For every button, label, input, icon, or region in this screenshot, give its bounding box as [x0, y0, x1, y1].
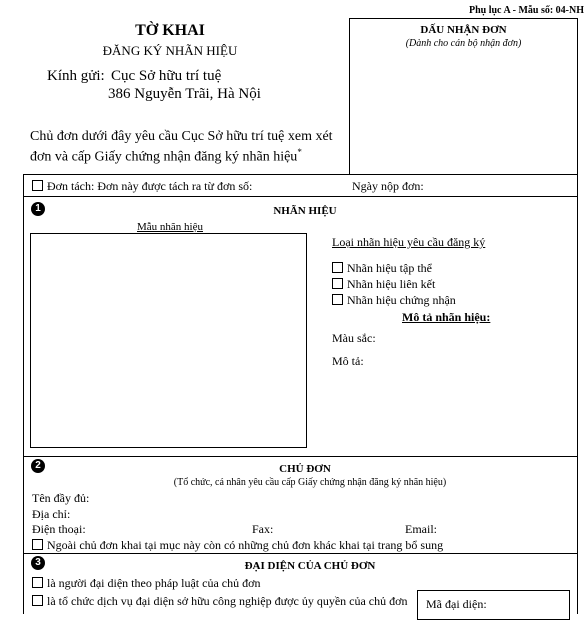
collective-label: Nhãn hiệu tập thể: [347, 261, 432, 275]
frame-right: [577, 18, 578, 614]
addressee-name: Cục Sở hữu trí tuệ: [111, 68, 222, 84]
other-owners-option[interactable]: [32, 538, 443, 553]
representative-agency-option[interactable]: [32, 594, 407, 609]
form-title: TỜ KHAI: [135, 22, 205, 39]
owner-email-label: Email:: [405, 522, 437, 536]
divider-section1: [23, 196, 578, 197]
frame-left: [23, 174, 24, 614]
owner-fax-label: Fax:: [252, 522, 274, 536]
request-line-1: Chủ đơn dưới đây yêu cầu Cục Sở hữu trí tuệ xem xét: [30, 129, 333, 144]
mark-sample-label: Mẫu nhãn hiệu: [137, 221, 203, 233]
mark-type-associated[interactable]: [332, 277, 435, 292]
mark-type-collective[interactable]: [332, 261, 432, 276]
certification-label: Nhãn hiệu chứng nhận: [347, 293, 456, 307]
section2-subtitle: (Tổ chức, cá nhân yêu cầu cấp Giấy chứng nhận đăng ký nhãn hiệu): [173, 477, 447, 488]
receipt-stamp-area[interactable]: [351, 55, 576, 172]
ip-agency-label: là tổ chức dịch vụ đại diện sở hữu công nghiệp được ủy quyền của chủ đơn: [47, 594, 408, 608]
appendix-label: Phụ lục A - Mẫu số: 04-NH: [468, 5, 584, 16]
receipt-subtitle: (Dành cho cán bộ nhận đơn): [405, 38, 522, 49]
split-checkbox[interactable]: [32, 180, 43, 191]
mark-description-heading: Mô tả nhãn hiệu:: [402, 310, 491, 324]
receipt-title: DẤU NHẬN ĐƠN: [420, 24, 507, 36]
certification-checkbox[interactable]: [332, 294, 343, 305]
representative-legal-option[interactable]: [32, 576, 260, 591]
divider-section2: [23, 456, 578, 457]
legal-representative-label: là người đại diện theo pháp luật của chủ đơn: [47, 576, 261, 590]
filing-date-label: Ngày nộp đơn:: [352, 179, 424, 193]
agent-code-label: Mã đại diện:: [426, 597, 487, 611]
legal-representative-checkbox[interactable]: [32, 577, 43, 588]
frame-top: [349, 18, 578, 19]
mark-type-heading: Loại nhãn hiệu yêu cầu đăng ký: [332, 235, 486, 249]
split-label: Đơn tách: Đơn này được tách ra từ đơn số:: [47, 179, 253, 193]
other-owners-checkbox[interactable]: [32, 539, 43, 550]
form-subtitle: ĐĂNG KÝ NHÃN HIỆU: [102, 43, 238, 58]
collective-checkbox[interactable]: [332, 262, 343, 273]
owner-address-label: Địa chỉ:: [32, 507, 71, 521]
request-line-2: [30, 147, 302, 166]
section3-title: ĐẠI DIỆN CỦA CHỦ ĐƠN: [244, 560, 376, 572]
section2-title: CHỦ ĐƠN: [279, 463, 331, 475]
section1-number: 1: [31, 202, 45, 216]
description-label: Mô tả:: [332, 354, 364, 368]
ip-agency-checkbox[interactable]: [32, 595, 43, 606]
owner-phone-label: Điện thoại:: [32, 522, 86, 536]
addressee-address: 386 Nguyễn Trãi, Hà Nội: [108, 86, 261, 102]
section1-title: NHÃN HIỆU: [273, 205, 337, 217]
associated-label: Nhãn hiệu liên kết: [347, 277, 436, 291]
color-label: Màu sắc:: [332, 331, 376, 345]
split-application[interactable]: [32, 179, 252, 194]
divider-section3: [23, 553, 578, 554]
request-line-2-text: đơn và cấp Giấy chứng nhận đăng ký nhãn hiệu: [30, 149, 298, 165]
mark-sample-box[interactable]: [30, 233, 307, 448]
addressee-prefix: Kính gửi:: [47, 68, 105, 84]
section3-number: 3: [31, 556, 45, 570]
request-mark: *: [297, 147, 302, 157]
mark-type-certification[interactable]: [332, 293, 456, 308]
divider-split: [23, 174, 578, 175]
owner-name-label: Tên đầy đủ:: [32, 491, 90, 505]
section2-number: 2: [31, 459, 45, 473]
other-owners-label: Ngoài chủ đơn khai tại mục này còn có những chủ đơn khác khai tại trang bổ sung: [47, 538, 444, 552]
associated-checkbox[interactable]: [332, 278, 343, 289]
